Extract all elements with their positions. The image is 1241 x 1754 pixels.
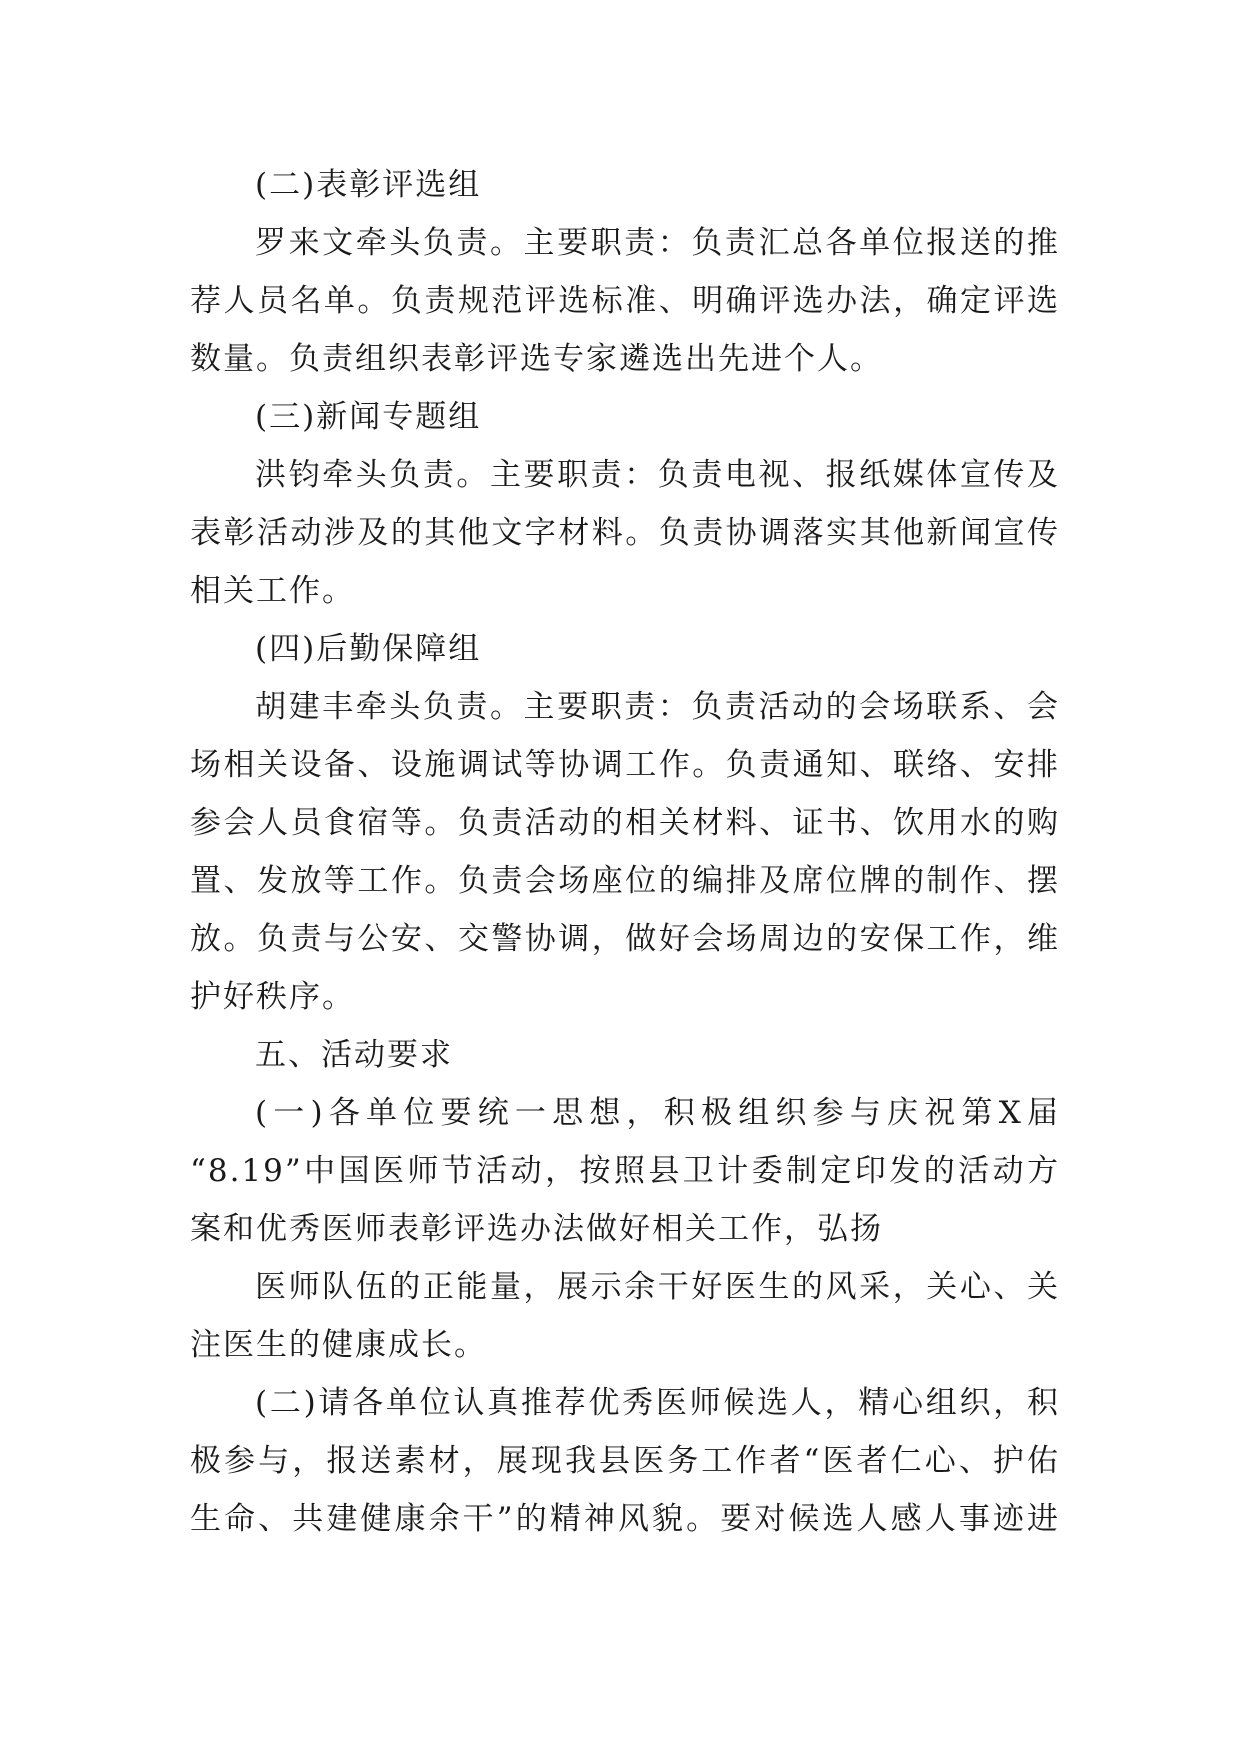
- paragraph-line: 场相关设备、设施调试等协调工作。负责通知、联络、安排: [190, 747, 1060, 783]
- paragraph-line: 表彰活动涉及的其他文字材料。负责协调落实其他新闻宣传: [190, 515, 1060, 551]
- paragraph-line: 医师队伍的正能量，展示余干好医生的风采，关心、关: [255, 1269, 1060, 1305]
- paragraph-line: 置、发放等工作。负责会场座位的编排及席位牌的制作、摆: [190, 863, 1060, 899]
- section-heading: (三)新闻专题组: [255, 399, 482, 435]
- paragraph-line: (二)请各单位认真推荐优秀医师候选人，精心组织，积: [255, 1385, 1060, 1421]
- section-heading: (二)表彰评选组: [255, 167, 482, 203]
- paragraph-line: 注医生的健康成长。: [190, 1327, 487, 1363]
- paragraph-line: “8.19”中国医师节活动，按照县卫计委制定印发的活动方: [190, 1153, 1060, 1189]
- paragraph-line: 案和优秀医师表彰评选办法做好相关工作，弘扬: [190, 1211, 883, 1247]
- section-heading: (四)后勤保障组: [255, 631, 482, 667]
- paragraph-line: 放。负责与公安、交警协调，做好会场周边的安保工作，维: [190, 921, 1060, 957]
- paragraph-line: 相关工作。: [190, 573, 355, 609]
- paragraph-line: 罗来文牵头负责。主要职责：负责汇总各单位报送的推: [255, 225, 1060, 261]
- paragraph-line: 胡建丰牵头负责。主要职责：负责活动的会场联系、会: [255, 689, 1060, 725]
- paragraph-line: 荐人员名单。负责规范评选标准、明确评选办法，确定评选: [190, 283, 1060, 319]
- paragraph-line: 数量。负责组织表彰评选专家遴选出先进个人。: [190, 341, 883, 377]
- section-heading: 五、活动要求: [255, 1037, 453, 1073]
- paragraph-line: 参会人员食宿等。负责活动的相关材料、证书、饮用水的购: [190, 805, 1060, 841]
- paragraph-line: 护好秩序。: [190, 979, 355, 1015]
- paragraph-line: (一)各单位要统一思想，积极组织参与庆祝第X届: [255, 1095, 1060, 1131]
- paragraph-line: 生命、共建健康余干”的精神风貌。要对候选人感人事迹进: [190, 1501, 1060, 1537]
- paragraph-line: 洪钧牵头负责。主要职责：负责电视、报纸媒体宣传及: [255, 457, 1060, 493]
- paragraph-line: 极参与，报送素材，展现我县医务工作者“医者仁心、护佑: [190, 1443, 1060, 1479]
